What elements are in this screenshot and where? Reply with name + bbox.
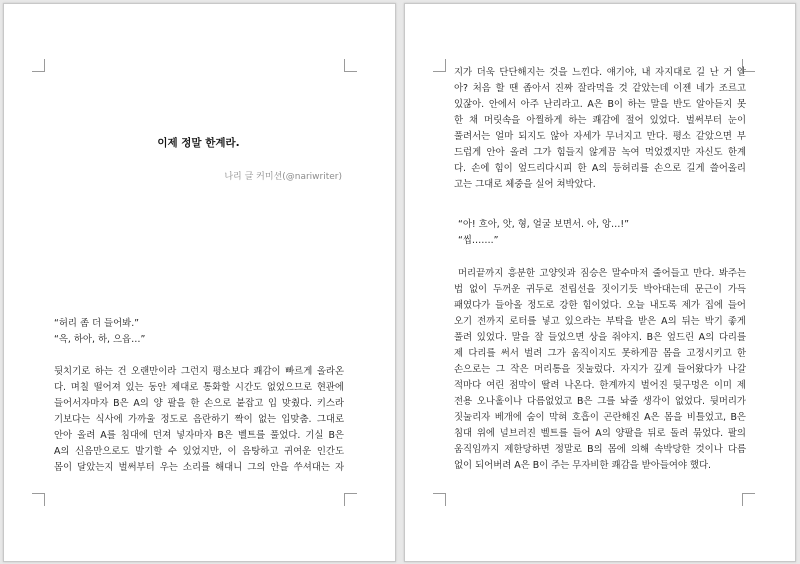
text-line: 들어서자마자 B은 A의 양 팔을 한 손으로 붙잡고 입 맞췄다. 키스라 (54, 398, 344, 409)
text-line: 한 채 머릿속을 아찔하게 하는 쾌감에 절어 있었다. 벌써부터 눈이 (454, 115, 746, 126)
text-line: 침대 위에 널브러진 벨트를 들어 A의 양팔을 뒤로 돌려 묶었다. 팔의 (454, 428, 746, 439)
paragraph-right-1 (454, 65, 746, 193)
text-line: 몸이 달았는지 벌써부터 우는 소리를 해대니 그의 안을 쑤셔대는 자 (54, 462, 344, 473)
text-line: 손으로는 그 작은 머리통을 짓눌렀다. 자지가 깊게 들어왔다가 나갈 (454, 364, 746, 375)
text-line: 뒷치기로 하는 건 오랜만이라 그런지 평소보다 쾌감이 빠르게 올라온 (54, 366, 344, 377)
text-line: 법 없이 두꺼운 귀두로 전립선을 짓이기듯 박아대는데 문근이 가득 (454, 284, 746, 295)
text-line: 없이 되어버려 A은 B이 주는 무자비한 쾌감을 받아들여야 했다. (454, 460, 712, 471)
crop-mark-bottom-left (32, 493, 45, 506)
dialogue-line: “허리 좀 더 들어봐.” (54, 318, 140, 329)
crop-mark-top-left (32, 59, 45, 72)
text-line: 다. 며칠 떨어져 있는 동안 제대로 통화할 시간도 없었으므로 현관에 (54, 382, 344, 393)
text-line: 패였다가 들아올 정도로 강한 힘이었다. 오늘 내도록 제가 집에 들어 (454, 300, 746, 311)
text-line: 있잖아. 안에서 아주 난리라고. A은 B이 하는 말을 반도 알아듣지 못 (454, 99, 746, 110)
crop-mark-top-left (433, 59, 446, 72)
dialogue-line: “아! 흐아, 앗, 형, 얼굴 보면서. 아, 앙…!” (458, 219, 630, 230)
text-line: 기보다는 식사에 가까울 정도로 음란하기 짝이 없는 입맞춤. 그대로 (54, 414, 344, 425)
crop-mark-bottom-right (344, 493, 357, 506)
text-line: 오기 전까지 로터를 넣고 있으라는 부탁을 받은 A의 뒤는 박기 좋게 (454, 316, 746, 327)
crop-mark-top-right (344, 59, 357, 72)
text-line: A의 신음만으로도 발기할 수 있었지만, 이 음탕하고 귀여운 인간도 (54, 446, 344, 457)
paragraph-right-2 (454, 266, 746, 474)
crop-mark-bottom-right (742, 493, 755, 506)
text-line: 풀려서는 얼마 되지도 않아 자세가 무너지고 만다. 평소 같았으면 부 (454, 131, 746, 142)
dialogue-line: “윽, 하아, 하, 으읍…” (54, 334, 146, 345)
crop-mark-bottom-left (433, 493, 446, 506)
dialogue-line: “씹…….” (458, 235, 499, 246)
text-line: 고는 그대로 체중을 실어 쳐박았다. (454, 179, 596, 190)
text-line: 움직임까지 제한당하면 정말로 B의 몸에 의해 속박당한 것이나 다름 (454, 444, 746, 455)
text-line: 전용 오나홀이나 다름없었고 B은 그를 놔줄 생각이 없었다. 뒷머리가 (454, 396, 746, 407)
text-line: 안아 올려 A를 침대에 던져 넣자마자 B은 벨트를 풀었다. 기실 B은 (54, 430, 344, 441)
text-line: 다. 손에 힘이 엎드리다시피 한 A의 등허리를 손으로 길게 쓸어올리 (454, 163, 746, 174)
text-line: 드럽게 안아 올려 그가 힘들지 않게끔 녹여 먹었겠지만 자신도 한계 (454, 147, 746, 158)
story-title: 이제 정말 한계라. (157, 137, 240, 149)
dialogue-block-right (454, 217, 746, 249)
text-line: 제 다리를 써서 벌려 그가 움직이지도 못하게끔 몸을 고정시키고 한 (454, 348, 746, 359)
paragraph-left (54, 364, 344, 476)
text-line: 아? 처음 할 땐 좁아서 진짜 잘라먹을 것 같았는데 이젠 네가 조르고 (454, 83, 746, 94)
author-credit: 나리 글 커미션(@nariwriter) (224, 172, 342, 182)
text-line: 적마다 여린 점막이 딸려 나온다. 한계까지 벌어진 뒷구멍은 이미 제 (454, 380, 746, 391)
dialogue-block-left (54, 316, 344, 348)
text-line: 머리끝까지 흥분한 고양잇과 짐승은 말수마저 줄어들고 만다. 봐주는 (458, 268, 746, 279)
text-line: 짓눌리자 베개에 숨이 막혀 호흡이 곤란해진 A은 몸을 비틀었고, B은 (454, 412, 746, 423)
text-line: 풀려 있었다. 말을 잘 들었으면 상을 줘야지. B은 엎드린 A의 다리를 (454, 332, 746, 343)
text-line: 지가 더욱 단단해지는 것을 느낀다. 얘기야, 내 자지대로 길 난 거 알 (454, 67, 746, 78)
document-page-left (3, 3, 396, 562)
